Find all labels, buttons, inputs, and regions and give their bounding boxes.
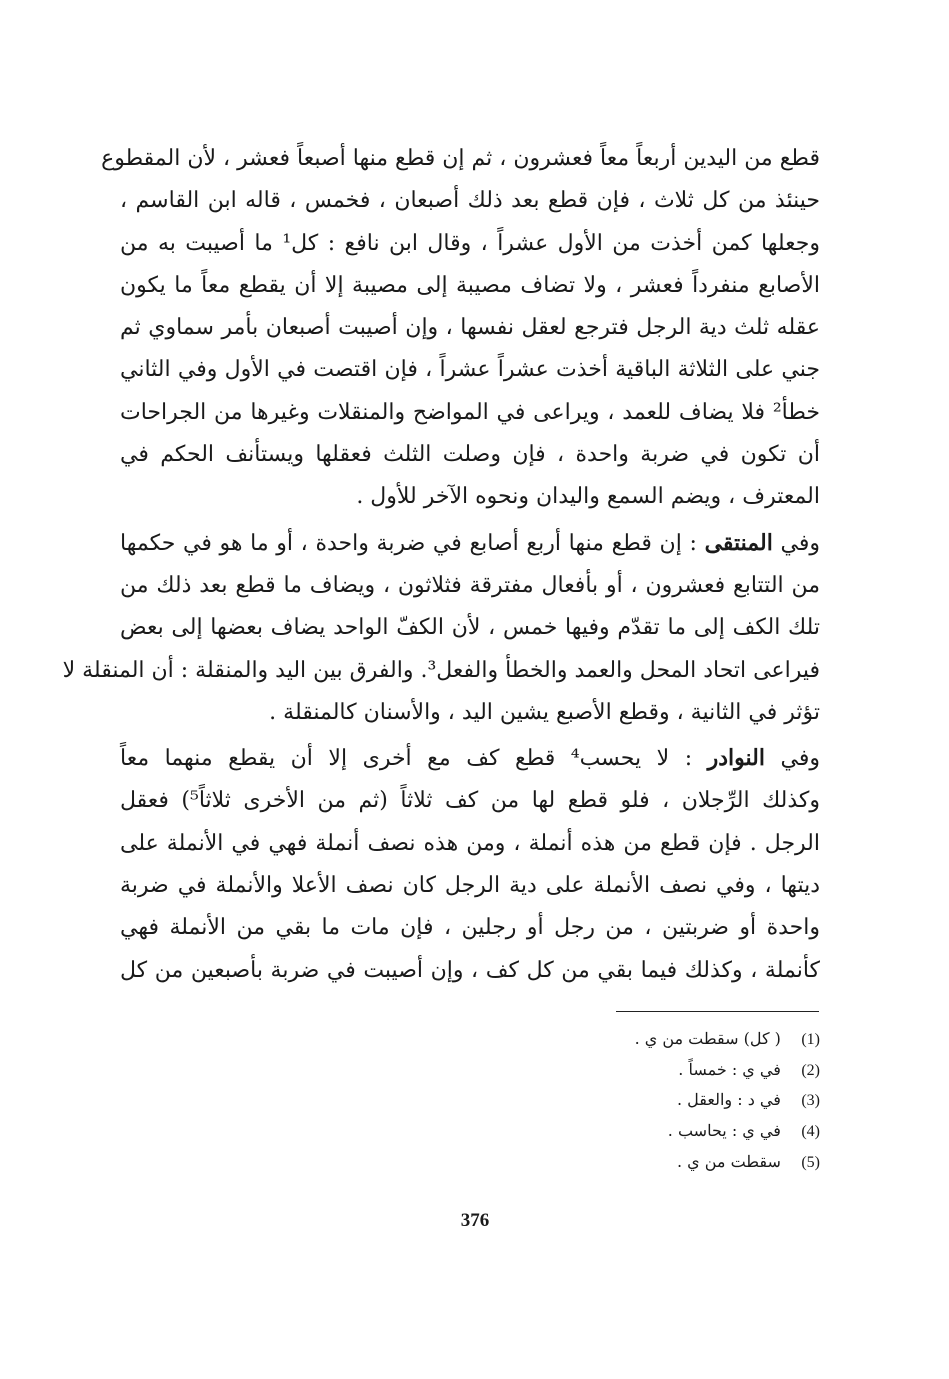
text-line: واحدة أو ضربتين ، من رجل أو رجلين ، فإن مات ما بقي من الأنملة فهي — [120, 915, 820, 941]
text-line: الأصابع منفرداً فعشر ، ولا تضاف مصيبة إلى مصيبة إلا أن يقطع معاً ما يكون — [120, 272, 820, 298]
footnotes — [500, 1024, 820, 1178]
footnote-text: في د : والعقل . — [677, 1090, 781, 1110]
footnote — [500, 1147, 820, 1178]
footnote-text: ( كل) سقطت من ي . — [634, 1029, 781, 1048]
text-line: وفي النوادر : لا يحسب⁴ قطع كف مع أخرى إلا أن يقطع منهما معاً — [120, 745, 820, 772]
text-line: قطع من اليدين أربعاً معاً فعشرون ، ثم إن قطع منها أصبعاً فعشر ، لأن المقطوع — [101, 146, 820, 171]
footnote-number: (5) — [801, 1153, 820, 1171]
footnote-number: (4) — [801, 1123, 820, 1141]
keyword-label: المنتقى — [704, 529, 773, 556]
footnote-number: (1) — [801, 1031, 820, 1048]
text-line: أن تكون في ضربة واحدة ، فإن وصلت الثلث فعقلها ويستأنف الحكم في — [120, 442, 820, 468]
footnote-text: في ي : يحاسب . — [667, 1121, 781, 1141]
text-line: الرجل . فإن قطع من هذه أنملة ، ومن هذه نصف أنملة فهي في الأنملة على — [120, 830, 820, 856]
text-line: عقله ثلث دية الرجل فترجع لعقل نفسها ، وإن أصيبت أصبعان بأمر سماوي ثم — [120, 315, 820, 341]
page-number: 376 — [460, 1210, 490, 1231]
body-text — [62, 138, 820, 992]
text-line: وكذلك الرِّجلان ، فلو قطع لها من كف ثلاثاً (ثم من الأخرى ثلاثاً⁵) فعقل — [120, 788, 820, 814]
footnote — [500, 1024, 820, 1055]
paragraph-1 — [101, 138, 820, 519]
text-line: تلك الكف إلى ما تقدّم وفيها خمس ، لأن الكفّ الواحد يضاف بعضها إلى بعض — [120, 615, 820, 641]
paragraph-2 — [62, 522, 820, 734]
text-line: فيراعى اتحاد المحل والعمد والخطأ والفعل³. والفرق بين اليد والمنقلة : أن المنقلة لا — [62, 657, 820, 683]
text-line: ديتها ، وفي نصف الأنملة على دية الرجل كان نصف الأعلا والأنملة في ضربة — [120, 873, 820, 899]
footnote-number: (3) — [801, 1092, 820, 1110]
footnote — [500, 1085, 820, 1116]
footnote-separator — [616, 1011, 819, 1012]
paragraph-3 — [120, 737, 820, 992]
text-line: كأنملة ، وكذلك فيما بقي من كل كف ، وإن أصيبت في ضربة بأصبعين من كل — [120, 957, 820, 983]
footnote-text: في ي : خمساً . — [678, 1059, 781, 1079]
footnote — [500, 1116, 820, 1147]
text-line: حينئذ من كل ثلاث ، فإن قطع بعد ذلك أصبعان ، فخمس ، قاله ابن القاسم ، — [120, 188, 820, 214]
text-line: من التتابع فعشرون ، أو بأفعال مفترقة فثلاثون ، ويضاف ما قطع بعد ذلك من — [120, 572, 820, 598]
text-line: وفي المنتقى : إن قطع منها أربع أصابع في ضربة واحدة ، أو ما هو في حكمها — [120, 529, 820, 556]
footnote — [500, 1055, 820, 1086]
text-line: المعترف ، ويضم السمع واليدان ونحوه الآخر للأول . — [356, 484, 820, 510]
footnote-number: (2) — [801, 1061, 820, 1079]
text-line: تؤثر في الثانية ، وقطع الأصبع يشين اليد ، والأسنان كالمنقلة . — [269, 699, 820, 725]
footnote-text: سقطت من ي . — [676, 1151, 781, 1171]
text-line: جني على الثلاثة الباقية أخذت عشراً عشراً ، فإن اقتصت في الأول وفي الثاني — [120, 357, 820, 383]
keyword-label: النوادر — [707, 745, 765, 772]
text-line: وجعلها كمن أخذت من الأول عشراً ، وقال ابن نافع : كل¹ ما أصيبت به من — [120, 230, 820, 256]
text-line: خطأ² فلا يضاف للعمد ، ويراعى في المواضح والمنقلات وغيرها من الجراحات — [120, 399, 820, 425]
